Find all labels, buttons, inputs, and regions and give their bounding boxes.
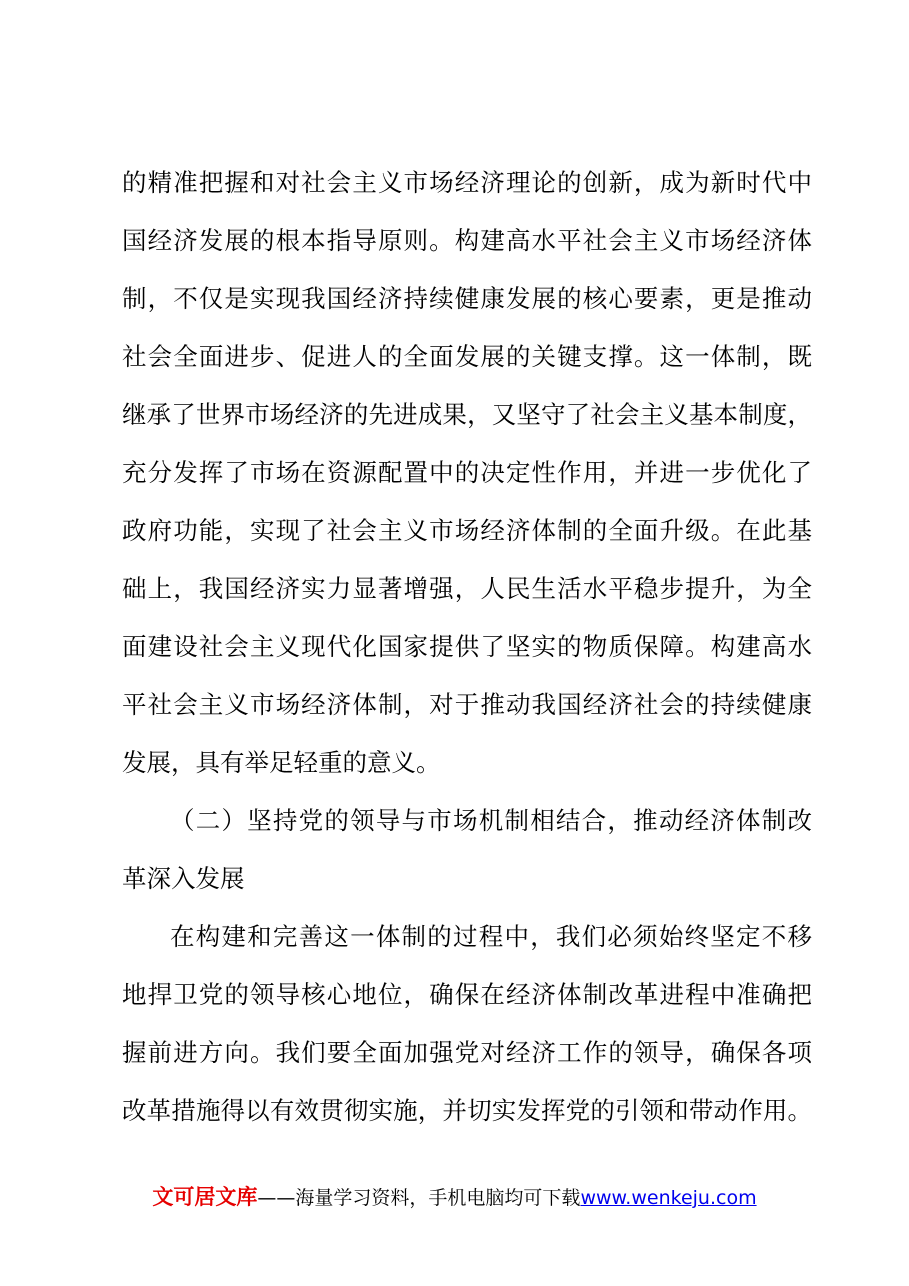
body-line: 制，不仅是实现我国经济持续健康发展的核心要素，更是推动 xyxy=(122,284,812,313)
section-heading: （二）坚持党的领导与市场机制相结合，推动经济体制改 xyxy=(170,806,812,835)
body-line: 的精准把握和对社会主义市场经济理论的创新，成为新时代中 xyxy=(122,168,812,197)
body-line: 充分发挥了市场在资源配置中的决定性作用，并进一步优化了 xyxy=(122,458,812,487)
body-line: 在构建和完善这一体制的过程中，我们必须始终坚定不移 xyxy=(170,922,812,951)
page-footer xyxy=(0,1180,909,1214)
body-line: 改革措施得以有效贯彻实施，并切实发挥党的引领和带动作用。 xyxy=(122,1096,812,1125)
body-line: 继承了世界市场经济的先进成果，又坚守了社会主义基本制度， xyxy=(122,400,812,429)
body-line: 社会全面进步、促进人的全面发展的关键支撑。这一体制，既 xyxy=(122,342,812,371)
footer-tagline: ——海量学习资料，手机电脑均可下载 xyxy=(257,1187,581,1209)
footer-link[interactable]: www.wenkeju.com xyxy=(580,1187,757,1209)
body-line: 握前进方向。我们要全面加强党对经济工作的领导，确保各项 xyxy=(122,1038,812,1067)
body-line: 政府功能，实现了社会主义市场经济体制的全面升级。在此基 xyxy=(122,516,812,545)
body-line: 发展，具有举足轻重的意义。 xyxy=(122,748,441,777)
body-line: 平社会主义市场经济体制，对于推动我国经济社会的持续健康 xyxy=(122,690,812,719)
body-line: 础上，我国经济实力显著增强，人民生活水平稳步提升，为全 xyxy=(122,574,812,603)
footer-brand: 文可居文库 xyxy=(152,1185,258,1209)
body-line: 国经济发展的根本指导原则。构建高水平社会主义市场经济体 xyxy=(122,226,812,255)
body-line: 地捍卫党的领导核心地位，确保在经济体制改革进程中准确把 xyxy=(122,980,812,1009)
section-heading: 革深入发展 xyxy=(122,864,245,893)
body-line: 面建设社会主义现代化国家提供了坚实的物质保障。构建高水 xyxy=(122,632,812,661)
